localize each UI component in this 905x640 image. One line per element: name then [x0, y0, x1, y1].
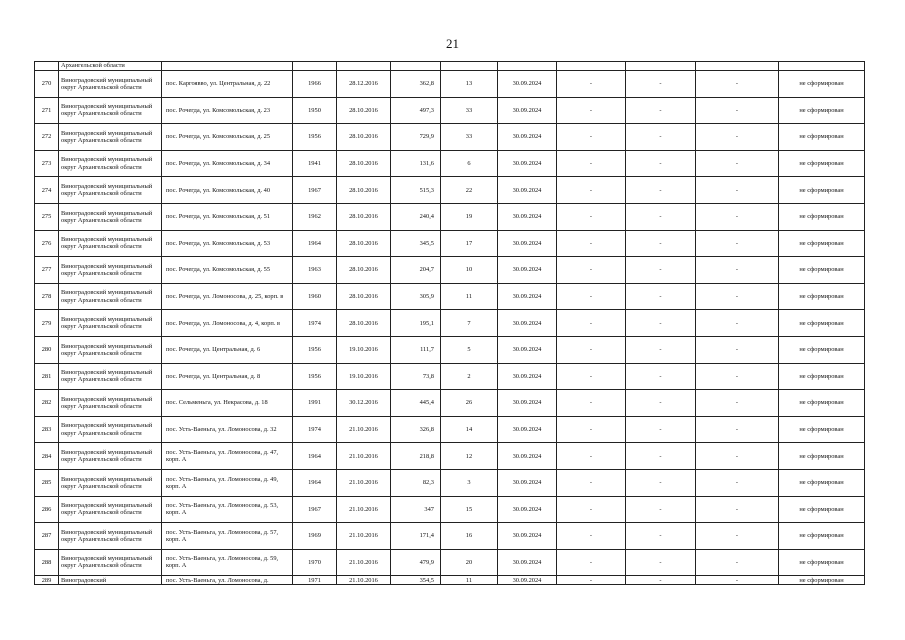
date-cell: 28.10.2016 [337, 150, 391, 177]
row-number-cell: 276 [35, 230, 59, 257]
table-row [35, 443, 865, 470]
area-cell: 354,5 [391, 576, 441, 585]
dash-cell: - [557, 97, 626, 124]
address-cell: пос. Рочегда, ул. Комсомольская, д. 40 [162, 177, 293, 204]
dash-cell: - [626, 203, 696, 230]
quantity-cell: 7 [441, 310, 498, 337]
date-cell: 28.10.2016 [337, 310, 391, 337]
dash-cell: - [626, 549, 696, 576]
row-number-cell: 280 [35, 336, 59, 363]
due-date-cell: 30.09.2024 [498, 336, 557, 363]
dash-cell: - [696, 336, 779, 363]
area-cell: 73,8 [391, 363, 441, 390]
table-row [35, 230, 865, 257]
year-built-cell: 1967 [293, 496, 337, 523]
quantity-cell: 17 [441, 230, 498, 257]
dash-cell: - [696, 230, 779, 257]
year-built-cell: 1970 [293, 549, 337, 576]
row-number-cell: 271 [35, 97, 59, 124]
address-cell: пос. Рочегда, ул. Комсомольская, д. 53 [162, 230, 293, 257]
dash-cell: - [626, 469, 696, 496]
address-cell: пос. Рочегда, ул. Комсомольская, д. 51 [162, 203, 293, 230]
status-cell: не сформирован [779, 257, 865, 284]
dash-cell: - [626, 150, 696, 177]
district-cell: Виноградовский муниципальный округ Архангельской области [59, 177, 162, 204]
year-built-cell: 1960 [293, 283, 337, 310]
dash-cell: - [557, 203, 626, 230]
district-cell: Виноградовский муниципальный округ Архангельской области [59, 124, 162, 151]
address-cell: пос. Рочегда, ул. Центральная, д. 6 [162, 336, 293, 363]
dash-cell: - [626, 177, 696, 204]
status-cell: не сформирован [779, 71, 865, 98]
area-cell: 131,6 [391, 150, 441, 177]
due-date-cell: 30.09.2024 [498, 416, 557, 443]
area-cell: 111,7 [391, 336, 441, 363]
address-cell: пос. Усть-Ваеньга, ул. Ломоносова, д. 49, корп. А [162, 469, 293, 496]
dash-cell: - [557, 496, 626, 523]
dash-cell: - [557, 150, 626, 177]
district-cell: Виноградовский муниципальный округ Архангельской области [59, 496, 162, 523]
quantity-cell: 20 [441, 549, 498, 576]
quantity-cell: 3 [441, 469, 498, 496]
table-row [35, 496, 865, 523]
status-cell: не сформирован [779, 549, 865, 576]
due-date-cell: 30.09.2024 [498, 469, 557, 496]
date-cell: 28.12.2016 [337, 71, 391, 98]
dash-cell: - [626, 576, 696, 585]
table-row [35, 523, 865, 550]
table-row [35, 203, 865, 230]
dash-cell: - [626, 443, 696, 470]
year-built-cell: 1974 [293, 416, 337, 443]
dash-cell: - [696, 443, 779, 470]
status-cell: не сформирован [779, 124, 865, 151]
dash-cell: - [696, 283, 779, 310]
area-cell: 729,9 [391, 124, 441, 151]
area-cell: 326,8 [391, 416, 441, 443]
date-cell: 28.10.2016 [337, 203, 391, 230]
dash-cell: - [626, 496, 696, 523]
dash-cell: - [696, 469, 779, 496]
table-row [35, 416, 865, 443]
district-cell: Архангельской области [59, 62, 162, 71]
quantity-cell: 16 [441, 523, 498, 550]
address-cell: пос. Рочегда, ул. Центральная, д. 8 [162, 363, 293, 390]
district-cell: Виноградовский муниципальный округ Архангельской области [59, 390, 162, 417]
status-cell: не сформирован [779, 230, 865, 257]
district-cell: Виноградовский муниципальный округ Архангельской области [59, 71, 162, 98]
district-cell: Виноградовский муниципальный округ Архангельской области [59, 469, 162, 496]
district-cell: Виноградовский муниципальный округ Архангельской области [59, 203, 162, 230]
date-cell: 21.10.2016 [337, 496, 391, 523]
date-cell: 28.10.2016 [337, 257, 391, 284]
date-cell: 21.10.2016 [337, 416, 391, 443]
due-date-cell: 30.09.2024 [498, 443, 557, 470]
status-cell: не сформирован [779, 390, 865, 417]
dash-cell: - [557, 124, 626, 151]
address-cell: пос. Рочегда, ул. Ломоносова, д. 4, корп. в [162, 310, 293, 337]
table-row [35, 549, 865, 576]
page-number: 21 [446, 36, 459, 51]
year-built-cell: 1964 [293, 443, 337, 470]
due-date-cell: 30.09.2024 [498, 257, 557, 284]
dash-cell: - [557, 390, 626, 417]
year-built-cell: 1969 [293, 523, 337, 550]
dash-cell: - [557, 549, 626, 576]
table-row [35, 469, 865, 496]
status-cell: не сформирован [779, 150, 865, 177]
dash-cell: - [696, 124, 779, 151]
date-cell: 21.10.2016 [337, 469, 391, 496]
dash-cell: - [626, 257, 696, 284]
housing-register-table [34, 61, 865, 585]
row-number-cell: 284 [35, 443, 59, 470]
date-cell: 19.10.2016 [337, 336, 391, 363]
quantity-cell: 26 [441, 390, 498, 417]
date-cell: 19.10.2016 [337, 363, 391, 390]
dash-cell: - [696, 203, 779, 230]
district-cell: Виноградовский муниципальный округ Архангельской области [59, 549, 162, 576]
district-cell: Виноградовский муниципальный округ Архангельской области [59, 363, 162, 390]
due-date-cell: 30.09.2024 [498, 124, 557, 151]
year-built-cell: 1963 [293, 257, 337, 284]
status-cell: не сформирован [779, 336, 865, 363]
quantity-cell: 33 [441, 124, 498, 151]
area-cell: 497,3 [391, 97, 441, 124]
row-number-cell: 281 [35, 363, 59, 390]
status-cell: не сформирован [779, 363, 865, 390]
area-cell: 445,4 [391, 390, 441, 417]
dash-cell: - [557, 283, 626, 310]
year-built-cell: 1950 [293, 97, 337, 124]
row-number-cell: 277 [35, 257, 59, 284]
dash-cell: - [696, 390, 779, 417]
address-cell: пос. Рочегда, ул. Комсомольская, д. 55 [162, 257, 293, 284]
quantity-cell: 22 [441, 177, 498, 204]
row-number-cell: 283 [35, 416, 59, 443]
year-built-cell: 1956 [293, 336, 337, 363]
address-cell: пос. Рочегда, ул. Комсомольская, д. 23 [162, 97, 293, 124]
dash-cell: - [626, 523, 696, 550]
status-cell: не сформирован [779, 203, 865, 230]
dash-cell: - [626, 416, 696, 443]
quantity-cell: 10 [441, 257, 498, 284]
year-built-cell: 1971 [293, 576, 337, 585]
dash-cell: - [626, 97, 696, 124]
dash-cell: - [557, 336, 626, 363]
dash-cell: - [696, 257, 779, 284]
status-cell: не сформирован [779, 283, 865, 310]
row-number-cell: 289 [35, 576, 59, 585]
row-number-cell: 279 [35, 310, 59, 337]
address-cell: пос. Сельменьга, ул. Некрасова, д. 18 [162, 390, 293, 417]
quantity-cell: 12 [441, 443, 498, 470]
year-built-cell: 1964 [293, 469, 337, 496]
status-cell: не сформирован [779, 469, 865, 496]
table-row [35, 576, 865, 585]
status-cell: не сформирован [779, 177, 865, 204]
dash-cell: - [557, 257, 626, 284]
dash-cell: - [626, 230, 696, 257]
district-cell: Виноградовский [59, 576, 162, 585]
year-built-cell: 1967 [293, 177, 337, 204]
date-cell: 28.10.2016 [337, 230, 391, 257]
dash-cell: - [696, 177, 779, 204]
district-cell: Виноградовский муниципальный округ Архангельской области [59, 230, 162, 257]
address-cell: пос. Рочегда, ул. Комсомольская, д. 34 [162, 150, 293, 177]
date-cell: 21.10.2016 [337, 443, 391, 470]
dash-cell: - [557, 576, 626, 585]
date-cell: 28.10.2016 [337, 97, 391, 124]
dash-cell: - [696, 523, 779, 550]
table-row [35, 363, 865, 390]
due-date-cell: 30.09.2024 [498, 230, 557, 257]
dash-cell: - [626, 390, 696, 417]
status-cell: не сформирован [779, 443, 865, 470]
district-cell: Виноградовский муниципальный округ Архангельской области [59, 443, 162, 470]
status-cell: не сформирован [779, 416, 865, 443]
district-cell: Виноградовский муниципальный округ Архангельской области [59, 523, 162, 550]
table-row [35, 310, 865, 337]
date-cell: 28.10.2016 [337, 177, 391, 204]
dash-cell: - [696, 496, 779, 523]
table-row [35, 124, 865, 151]
status-cell: не сформирован [779, 576, 865, 585]
year-built-cell: 1962 [293, 203, 337, 230]
row-number-cell: 286 [35, 496, 59, 523]
table-row [35, 150, 865, 177]
due-date-cell: 30.09.2024 [498, 97, 557, 124]
due-date-cell: 30.09.2024 [498, 71, 557, 98]
due-date-cell: 30.09.2024 [498, 576, 557, 585]
dash-cell: - [696, 416, 779, 443]
district-cell: Виноградовский муниципальный округ Архангельской области [59, 310, 162, 337]
table-row-continuation [35, 62, 865, 71]
due-date-cell: 30.09.2024 [498, 203, 557, 230]
quantity-cell: 14 [441, 416, 498, 443]
year-built-cell: 1991 [293, 390, 337, 417]
quantity-cell: 11 [441, 576, 498, 585]
quantity-cell: 13 [441, 71, 498, 98]
district-cell: Виноградовский муниципальный округ Архангельской области [59, 416, 162, 443]
due-date-cell: 30.09.2024 [498, 283, 557, 310]
dash-cell: - [557, 363, 626, 390]
quantity-cell: 6 [441, 150, 498, 177]
status-cell: не сформирован [779, 496, 865, 523]
due-date-cell: 30.09.2024 [498, 549, 557, 576]
row-number-cell: 274 [35, 177, 59, 204]
dash-cell: - [557, 177, 626, 204]
due-date-cell: 30.09.2024 [498, 310, 557, 337]
year-built-cell: 1941 [293, 150, 337, 177]
table-row [35, 283, 865, 310]
date-cell: 30.12.2016 [337, 390, 391, 417]
due-date-cell: 30.09.2024 [498, 523, 557, 550]
address-cell: пос. Усть-Ваеньга, ул. Ломоносова, д. 59, корп. А [162, 549, 293, 576]
area-cell: 347 [391, 496, 441, 523]
dash-cell: - [696, 549, 779, 576]
area-cell: 345,5 [391, 230, 441, 257]
quantity-cell: 15 [441, 496, 498, 523]
dash-cell: - [626, 71, 696, 98]
date-cell: 21.10.2016 [337, 523, 391, 550]
quantity-cell: 11 [441, 283, 498, 310]
dash-cell: - [557, 71, 626, 98]
row-number-cell: 270 [35, 71, 59, 98]
area-cell: 82,3 [391, 469, 441, 496]
row-number-cell: 285 [35, 469, 59, 496]
row-number-cell: 275 [35, 203, 59, 230]
district-cell: Виноградовский муниципальный округ Архангельской области [59, 336, 162, 363]
area-cell: 240,4 [391, 203, 441, 230]
row-number-cell: 278 [35, 283, 59, 310]
year-built-cell: 1956 [293, 363, 337, 390]
table-row [35, 97, 865, 124]
address-cell: пос. Усть-Ваеньга, ул. Ломоносова, д. 57, корп. А [162, 523, 293, 550]
area-cell: 171,4 [391, 523, 441, 550]
area-cell: 218,8 [391, 443, 441, 470]
dash-cell: - [557, 469, 626, 496]
date-cell: 28.10.2016 [337, 124, 391, 151]
due-date-cell: 30.09.2024 [498, 150, 557, 177]
district-cell: Виноградовский муниципальный округ Архангельской области [59, 257, 162, 284]
due-date-cell: 30.09.2024 [498, 496, 557, 523]
district-cell: Виноградовский муниципальный округ Архангельской области [59, 150, 162, 177]
row-number-cell: 273 [35, 150, 59, 177]
table-row [35, 71, 865, 98]
dash-cell: - [557, 416, 626, 443]
dash-cell: - [626, 363, 696, 390]
address-cell: пос. Усть-Ваеньга, ул. Ломоносова, д. 47, корп. А [162, 443, 293, 470]
status-cell: не сформирован [779, 97, 865, 124]
row-number-cell: 287 [35, 523, 59, 550]
due-date-cell: 30.09.2024 [498, 390, 557, 417]
date-cell: 21.10.2016 [337, 576, 391, 585]
dash-cell: - [557, 310, 626, 337]
row-number-cell: 288 [35, 549, 59, 576]
dash-cell: - [626, 310, 696, 337]
quantity-cell: 2 [441, 363, 498, 390]
dash-cell: - [696, 150, 779, 177]
due-date-cell: 30.09.2024 [498, 363, 557, 390]
year-built-cell: 1956 [293, 124, 337, 151]
table-row [35, 177, 865, 204]
area-cell: 479,9 [391, 549, 441, 576]
dash-cell: - [626, 124, 696, 151]
quantity-cell: 19 [441, 203, 498, 230]
address-cell: пос. Каргоявво, ул. Центральная, д. 22 [162, 71, 293, 98]
area-cell: 515,3 [391, 177, 441, 204]
status-cell: не сформирован [779, 523, 865, 550]
year-built-cell: 1964 [293, 230, 337, 257]
table-row [35, 390, 865, 417]
dash-cell: - [557, 230, 626, 257]
dash-cell: - [626, 336, 696, 363]
district-cell: Виноградовский муниципальный округ Архангельской области [59, 97, 162, 124]
area-cell: 204,7 [391, 257, 441, 284]
address-cell: пос. Усть-Ваеньга, ул. Ломоносова, д. 53, корп. А [162, 496, 293, 523]
area-cell: 305,9 [391, 283, 441, 310]
year-built-cell: 1974 [293, 310, 337, 337]
date-cell: 28.10.2016 [337, 283, 391, 310]
due-date-cell: 30.09.2024 [498, 177, 557, 204]
district-cell: Виноградовский муниципальный округ Архангельской области [59, 283, 162, 310]
quantity-cell: 33 [441, 97, 498, 124]
row-number-cell: 272 [35, 124, 59, 151]
dash-cell: - [696, 363, 779, 390]
dash-cell: - [626, 283, 696, 310]
status-cell: не сформирован [779, 310, 865, 337]
dash-cell: - [557, 523, 626, 550]
address-cell: пос. Рочегда, ул. Комсомольская, д. 25 [162, 124, 293, 151]
address-cell: пос. Усть-Ваеньга, ул. Ломоносова, д. 32 [162, 416, 293, 443]
table-row [35, 336, 865, 363]
row-number-cell: 282 [35, 390, 59, 417]
area-cell: 195,1 [391, 310, 441, 337]
area-cell: 362,8 [391, 71, 441, 98]
dash-cell: - [557, 443, 626, 470]
dash-cell: - [696, 97, 779, 124]
date-cell: 21.10.2016 [337, 549, 391, 576]
dash-cell: - [696, 576, 779, 585]
table-row [35, 257, 865, 284]
address-cell: пос. Рочегда, ул. Ломоносова, д. 25, корп. в [162, 283, 293, 310]
year-built-cell: 1966 [293, 71, 337, 98]
dash-cell: - [696, 71, 779, 98]
address-cell: пос. Усть-Ваеньга, ул. Ломоносова, д. [162, 576, 293, 585]
quantity-cell: 5 [441, 336, 498, 363]
dash-cell: - [696, 310, 779, 337]
